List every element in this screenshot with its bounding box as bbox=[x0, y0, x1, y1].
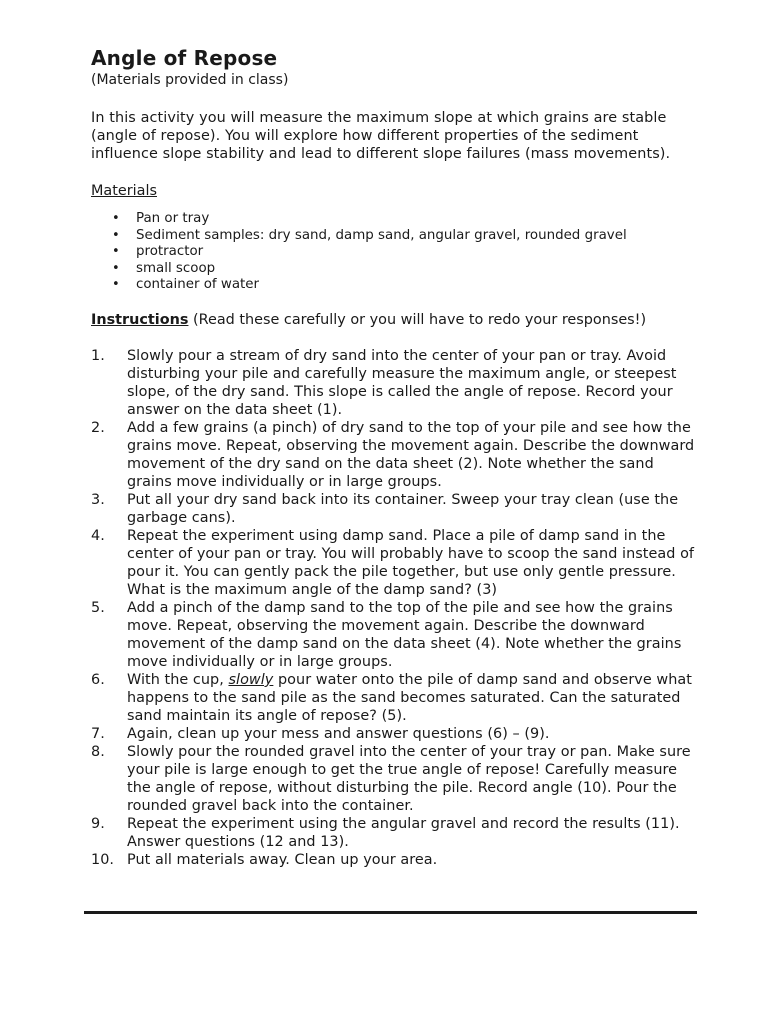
bottom-divider bbox=[84, 911, 697, 914]
step-number: 1. bbox=[91, 347, 105, 364]
bullet-icon: • bbox=[112, 211, 120, 226]
step-emphasis: slowly bbox=[228, 671, 274, 688]
step-text-pre: With the cup, bbox=[127, 671, 229, 688]
materials-item-text: protractor bbox=[136, 244, 204, 260]
intro-paragraph: In this activity you will measure the maximum slope at which grains are stable (angle of repose). You will explore how different properties of the sediment influence slope stability and lead to different slope failures (mass movements). bbox=[91, 110, 671, 162]
bullet-icon: • bbox=[112, 244, 120, 260]
instruction-step bbox=[91, 851, 701, 869]
materials-item-text: Pan or tray bbox=[136, 211, 210, 226]
step-text: Slowly pour a stream of dry sand into the center of your pan or tray. Avoid disturbing your pile and carefully measure the maximum angle, or steepest slope, of the dry sand. This slope is called the angle of repose. Record your answer on the data sheet (1). bbox=[127, 347, 677, 418]
step-text: Again, clean up your mess and answer questions (6) – (9). bbox=[127, 725, 550, 742]
materials-item-text: small scoop bbox=[136, 260, 216, 276]
instruction-step bbox=[91, 671, 701, 725]
step-number: 2. bbox=[91, 419, 105, 436]
step-text: Slowly pour the rounded gravel into the center of your tray or pan. Make sure your pile is large enough to get the true angle of repose! Carefully measure the angle of repose, without disturbing the pile. Record angle (10). Pour the rounded gravel back into the container. bbox=[127, 743, 691, 814]
instructions-heading: Instructions bbox=[91, 311, 189, 328]
document-page bbox=[91, 46, 701, 869]
step-text-post: pour water onto the pile of damp sand and observe what happens to the sand pile as the sand becomes saturated. Can the saturated sand maintain its angle of repose? (5). bbox=[127, 671, 692, 724]
step-number: 6. bbox=[91, 671, 105, 688]
instructions-note: (Read these carefully or you will have to redo your responses!) bbox=[188, 311, 647, 328]
materials-item bbox=[91, 211, 701, 228]
step-text: Put all materials away. Clean up your area. bbox=[127, 851, 438, 868]
step-number: 9. bbox=[91, 815, 105, 832]
instructions-list bbox=[91, 347, 701, 869]
instruction-step bbox=[91, 347, 701, 419]
materials-heading: Materials bbox=[91, 183, 157, 199]
step-text: Add a pinch of the damp sand to the top of the pile and see how the grains move. Repeat, observing the movement again. Describe the downward movement of the damp sand on the data sheet (4). Note whether the grains move individually or in large groups. bbox=[127, 599, 682, 670]
step-text: Put all your dry sand back into its container. Sweep your tray clean (use the garbage cans). bbox=[127, 491, 679, 526]
step-number: 5. bbox=[91, 599, 105, 616]
step-number: 8. bbox=[91, 743, 105, 760]
step-number: 3. bbox=[91, 491, 105, 508]
materials-item bbox=[91, 277, 701, 294]
step-text: Repeat the experiment using damp sand. Place a pile of damp sand in the center of your pan or tray. You will probably have to scoop the sand instead of pour it. You can gently pack the pile together, but use only gentle pressure. What is the maximum angle of the damp sand? (3) bbox=[127, 527, 695, 598]
materials-item bbox=[91, 244, 701, 261]
instructions-heading-line bbox=[91, 311, 701, 329]
bullet-icon: • bbox=[112, 227, 120, 243]
materials-item bbox=[91, 261, 701, 278]
instruction-step bbox=[91, 743, 701, 815]
materials-list bbox=[91, 211, 701, 294]
step-number: 10. bbox=[91, 851, 115, 868]
instruction-step bbox=[91, 491, 701, 527]
page-subtitle: (Materials provided in class) bbox=[91, 72, 289, 88]
instruction-step bbox=[91, 599, 701, 671]
instruction-step bbox=[91, 815, 701, 851]
bullet-icon: • bbox=[112, 260, 120, 276]
materials-item-text: Sediment samples: dry sand, damp sand, angular gravel, rounded gravel bbox=[136, 227, 627, 243]
step-number: 7. bbox=[91, 725, 105, 742]
instruction-step bbox=[91, 419, 701, 491]
step-text: Add a few grains (a pinch) of dry sand to the top of your pile and see how the grains move. Repeat, observing the movement again. Describe the downward movement of the dry sand on the data sheet (2). Note whether the sand grains move individually or in large groups. bbox=[127, 419, 695, 490]
materials-item bbox=[91, 228, 701, 245]
step-number: 4. bbox=[91, 527, 105, 544]
materials-item-text: container of water bbox=[136, 277, 260, 293]
instruction-step bbox=[91, 527, 701, 599]
page-title: Angle of Repose bbox=[91, 46, 278, 70]
instruction-step bbox=[91, 725, 701, 743]
step-text: Repeat the experiment using the angular gravel and record the results (11). Answer questions (12 and 13). bbox=[127, 815, 680, 850]
bullet-icon: • bbox=[112, 277, 120, 293]
